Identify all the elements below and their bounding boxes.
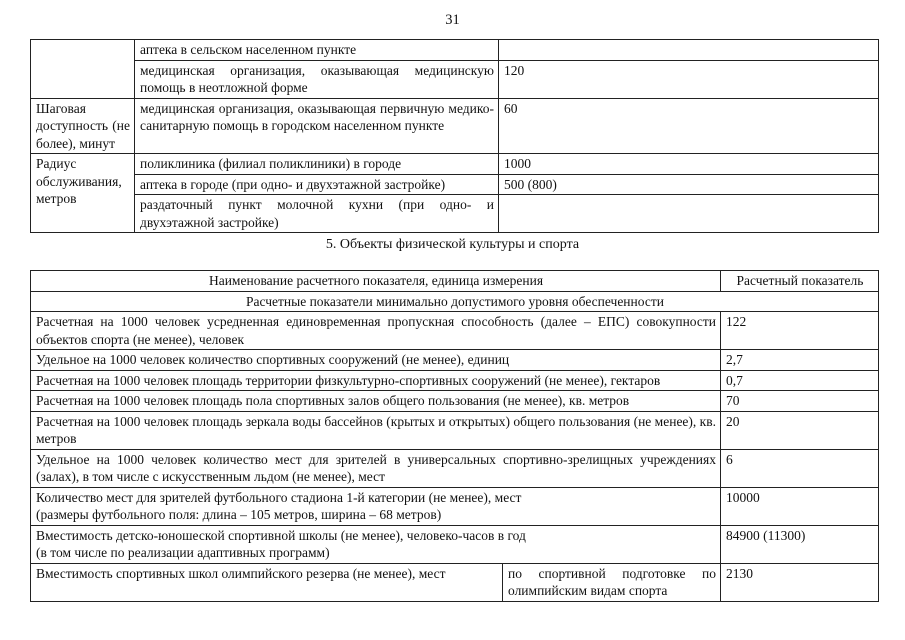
header-value: Расчетный показатель [721, 271, 879, 292]
indicator-name: Вместимость детско-юношеской спортивной школы (не менее), человеко-часов в год [36, 527, 526, 543]
table-header-row [31, 271, 879, 292]
indicator-name: аптека в сельском населенном пункте [135, 40, 499, 61]
table-row [31, 350, 879, 371]
section-title: 5. Объекты физической культуры и спорта [325, 237, 580, 252]
indicator-name: поликлиника (филиал поликлиники) в городе [135, 154, 499, 175]
category-cell: Радиус обслуживания, метров [31, 154, 135, 233]
indicator-name: Расчетная на 1000 человек площадь зеркала воды бассейнов (крытых и открытых) общего пользования (не менее), кв. метров [31, 411, 721, 449]
table-row [31, 391, 879, 412]
indicator-value: 0,7 [721, 370, 879, 391]
indicator-value: 84900 (11300) [721, 525, 879, 563]
indicator-value: 120 [499, 60, 879, 98]
indicator-name: аптека в городе (при одно- и двухэтажной застройке) [135, 174, 499, 195]
table-row [31, 525, 879, 563]
table-row [31, 411, 879, 449]
indicator-note: (размеры футбольного поля: длина – 105 метров, ширина – 68 метров) [36, 507, 442, 522]
table-row [31, 98, 879, 154]
indicator-value: 2,7 [721, 350, 879, 371]
table-row [31, 563, 879, 601]
table-row [31, 60, 879, 98]
indicator-name: Расчетная на 1000 человек усредненная единовременная пропускная способность (далее – ЕПС) совокупности объектов спорта (не менее), человек [31, 312, 721, 350]
indicator-name-cell [31, 525, 721, 563]
indicator-name: Удельное на 1000 человек количество спортивных сооружений (не менее), единиц [31, 350, 721, 371]
indicator-name: Расчетная на 1000 человек площадь пола спортивных залов общего пользования (не менее), кв. метров [31, 391, 721, 412]
indicator-value: 60 [499, 98, 879, 154]
indicator-value: 1000 [499, 154, 879, 175]
indicator-name-cell [31, 487, 721, 525]
indicator-value [499, 195, 879, 233]
indicator-value: 6 [721, 449, 879, 487]
indicator-name: Удельное на 1000 человек количество мест для зрителей в универсальных спортивно-зрелищных учреждениях (залах), в том числе с искусственным льдом (не менее), мест [31, 449, 721, 487]
indicator-value [499, 40, 879, 61]
table-row [31, 370, 879, 391]
indicator-subcategory: по спортивной подготовке по олимпийским видам спорта [503, 563, 721, 601]
category-cell [31, 40, 135, 99]
table-row [31, 40, 879, 61]
indicator-value: 20 [721, 411, 879, 449]
indicator-name: раздаточный пункт молочной кухни (при одно- и двухэтажной застройке) [135, 195, 499, 233]
table-row [31, 487, 879, 525]
indicator-note: (в том числе по реализации адаптивных программ) [36, 545, 330, 560]
table-row [31, 195, 879, 233]
indicator-value: 500 (800) [499, 174, 879, 195]
table-row [31, 174, 879, 195]
subheader: Расчетные показатели минимально допустимого уровня обеспеченности [31, 291, 879, 312]
indicator-name: Количество мест для зрителей футбольного стадиона 1-й категории (не менее), мест [36, 489, 522, 505]
category-cell: Шаговая доступность (не более), минут [31, 98, 135, 154]
table-row [31, 312, 879, 350]
indicator-name: медицинская организация, оказывающая первичную медико-санитарную помощь в городском населенном пункте [135, 98, 499, 154]
facility-access-table [30, 39, 879, 233]
indicator-name: медицинская организация, оказывающая медицинскую помощь в неотложной форме [135, 60, 499, 98]
sports-facilities-table [30, 270, 879, 602]
table-row [31, 154, 879, 175]
indicator-value: 122 [721, 312, 879, 350]
indicator-value: 70 [721, 391, 879, 412]
indicator-value: 10000 [721, 487, 879, 525]
header-name: Наименование расчетного показателя, единица измерения [31, 271, 721, 292]
page-number: 31 [445, 12, 460, 28]
table-row [31, 449, 879, 487]
indicator-value: 2130 [721, 563, 879, 601]
indicator-name: Вместимость спортивных школ олимпийского резерва (не менее), мест [31, 563, 503, 601]
table-subheader-row [31, 291, 879, 312]
indicator-name: Расчетная на 1000 человек площадь территории физкультурно-спортивных сооружений (не менее), гектаров [31, 370, 721, 391]
